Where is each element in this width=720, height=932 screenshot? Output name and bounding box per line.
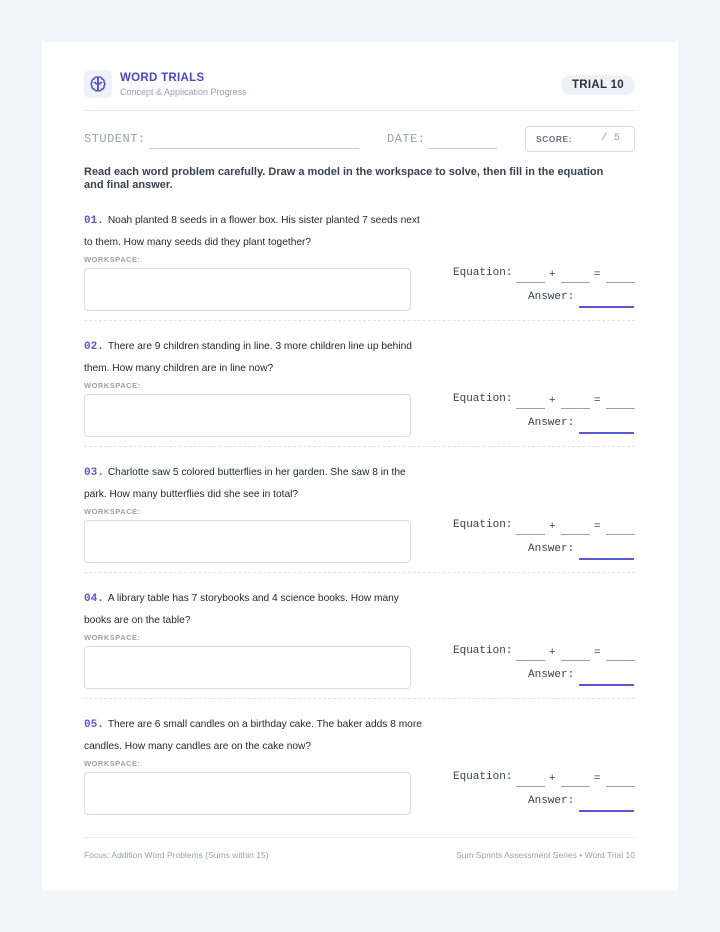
equation-addend-1-blank[interactable] — [516, 786, 545, 787]
problem-number: 02. — [84, 341, 104, 353]
problem-text: There are 6 small candles on a birthday cake. The baker adds 8 more candles. How many candles are on the cake now? — [84, 719, 422, 752]
plus-sign: + — [549, 268, 556, 280]
workspace-label: WORKSPACE: — [84, 759, 141, 768]
equals-sign: = — [594, 646, 601, 658]
equation-sum-blank[interactable] — [606, 282, 635, 283]
equation-label: Equation: — [453, 645, 513, 657]
instructions: Read each word problem carefully. Draw a model in the workspace to solve, then fill in the equation and final answer. — [84, 166, 604, 191]
problem-number: 04. — [84, 593, 104, 605]
workspace-label: WORKSPACE: — [84, 381, 141, 390]
worksheet-footer — [84, 837, 635, 860]
equation-addend-2-blank[interactable] — [561, 282, 590, 283]
student-info-row — [84, 126, 635, 152]
plus-sign: + — [549, 772, 556, 784]
workspace-box[interactable] — [84, 394, 411, 437]
equation-sum-blank[interactable] — [606, 534, 635, 535]
problem-question — [84, 462, 424, 505]
workspace-box[interactable] — [84, 268, 411, 311]
answer-blank[interactable] — [579, 432, 634, 434]
equals-sign: = — [594, 268, 601, 280]
equation-addend-2-blank[interactable] — [561, 660, 590, 661]
date-label: DATE: — [387, 132, 426, 146]
plus-sign: + — [549, 520, 556, 532]
footer-focus: Focus: Addition Word Problems (Sums within 15) — [84, 850, 269, 860]
score-label: SCORE: — [536, 134, 573, 144]
problem-number: 05. — [84, 719, 104, 731]
equals-sign: = — [594, 394, 601, 406]
score-total: / 5 — [601, 132, 620, 144]
equation-sum-blank[interactable] — [606, 660, 635, 661]
answer-label: Answer: — [528, 291, 575, 303]
problem-text: A library table has 7 storybooks and 4 science books. How many books are on the table? — [84, 593, 399, 626]
answer-label: Answer: — [528, 795, 575, 807]
equation-addend-2-blank[interactable] — [561, 786, 590, 787]
workspace-label: WORKSPACE: — [84, 507, 141, 516]
equation-addend-1-blank[interactable] — [516, 534, 545, 535]
equation-sum-blank[interactable] — [606, 786, 635, 787]
problem-card — [84, 210, 635, 321]
equation-addend-1-blank[interactable] — [516, 282, 545, 283]
answer-blank[interactable] — [579, 810, 634, 812]
workspace-box[interactable] — [84, 646, 411, 689]
problem-card — [84, 588, 635, 699]
workspace-box[interactable] — [84, 772, 411, 815]
problem-question — [84, 714, 424, 757]
plus-sign: + — [549, 394, 556, 406]
brand-subtitle: Concept & Application Progress — [120, 87, 247, 97]
equation-addend-1-blank[interactable] — [516, 408, 545, 409]
problem-text: There are 9 children standing in line. 3 more children line up behind them. How many children are in line now? — [84, 341, 412, 374]
worksheet-header — [84, 70, 635, 111]
equation-addend-2-blank[interactable] — [561, 534, 590, 535]
date-field[interactable] — [428, 148, 497, 149]
problem-text: Charlotte saw 5 colored butterflies in her garden. She saw 8 in the park. How many butterflies did she see in total? — [84, 467, 406, 500]
equals-sign: = — [594, 520, 601, 532]
footer-series: Sum Sprints Assessment Series • Word Trial 10 — [455, 850, 635, 860]
problem-text: Noah planted 8 seeds in a flower box. His sister planted 7 seeds next to them. How many seeds did they plant together? — [84, 215, 420, 248]
brand-title: WORD TRIALS — [120, 72, 205, 84]
equation-label: Equation: — [453, 519, 513, 531]
answer-label: Answer: — [528, 669, 575, 681]
answer-blank[interactable] — [579, 684, 634, 686]
workspace-box[interactable] — [84, 520, 411, 563]
answer-label: Answer: — [528, 543, 575, 555]
student-label: STUDENT: — [84, 132, 146, 146]
plus-sign: + — [549, 646, 556, 658]
workspace-label: WORKSPACE: — [84, 633, 141, 642]
problem-card — [84, 462, 635, 573]
answer-blank[interactable] — [579, 558, 634, 560]
problem-question — [84, 210, 424, 253]
problem-question — [84, 588, 424, 631]
equation-addend-2-blank[interactable] — [561, 408, 590, 409]
student-name-field[interactable] — [149, 148, 359, 149]
problem-question — [84, 336, 424, 379]
brain-icon — [84, 70, 112, 98]
equation-addend-1-blank[interactable] — [516, 660, 545, 661]
equation-label: Equation: — [453, 267, 513, 279]
equals-sign: = — [594, 772, 601, 784]
problem-card — [84, 336, 635, 447]
problem-number: 01. — [84, 215, 104, 227]
score-box[interactable] — [525, 126, 635, 152]
equation-label: Equation: — [453, 771, 513, 783]
answer-blank[interactable] — [579, 306, 634, 308]
worksheet-page — [42, 42, 678, 890]
problem-card — [84, 714, 635, 824]
answer-label: Answer: — [528, 417, 575, 429]
equation-sum-blank[interactable] — [606, 408, 635, 409]
trial-badge: TRIAL 10 — [561, 75, 635, 95]
problem-number: 03. — [84, 467, 104, 479]
workspace-label: WORKSPACE: — [84, 255, 141, 264]
equation-label: Equation: — [453, 393, 513, 405]
